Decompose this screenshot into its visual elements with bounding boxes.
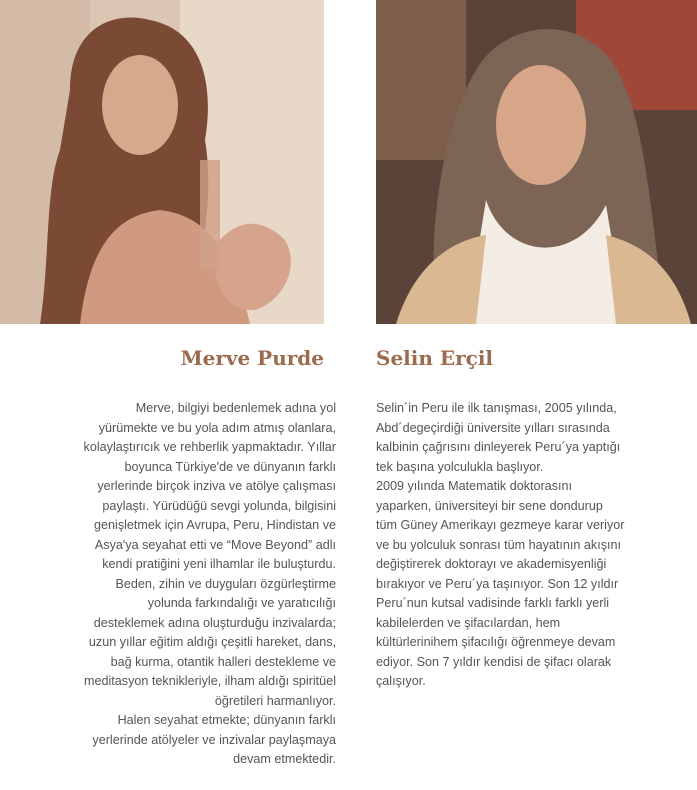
bio-line: meditasyon teknikleriyle, ilham aldığı spiritüel (84, 674, 336, 688)
bio-line: bırakıyor ve Peru´ya taşınıyor. Son 12 yıldır (376, 576, 619, 591)
bio-line: tek başına yolculukla başlıyor. (376, 459, 544, 474)
portrait-image (376, 0, 697, 324)
bio-line: boyunca Türkiye'de ve dünyanın farklı (124, 459, 336, 474)
bio-line: tüm Güney Amerikayı gezmeye karar veriyor (376, 518, 625, 532)
selin-ercil-photo (376, 0, 697, 324)
bio-line: Merve, bilgiyi bedenlemek adına yol (135, 401, 336, 415)
bio-line: ve bu yolculuk sonrası tüm hayatının akışını (376, 537, 622, 552)
portrait-image (0, 0, 324, 324)
bio-line: yerlerinde atölyeler ve inzivalar paylaşmaya (92, 732, 336, 747)
bio-line: değiştirerek doktorayı ve akademisyenliği (376, 557, 607, 571)
bio-line: kültürlerinihem şifacılığı öğrenmeye devam (376, 635, 616, 649)
bio-line: çalışıyor. (376, 674, 426, 688)
profile-bio (376, 399, 656, 692)
profile-name: Merve Purde (180, 346, 324, 370)
bio-line: Selin´in Peru ile ilk tanışması, 2005 yılında, (376, 401, 617, 415)
bio-line: kendi pratiğini yeni ilhamlar ile buluşturdu. (102, 557, 336, 571)
bio-line: devam etmektedir. (233, 752, 336, 766)
bio-line: Abd´degeçirdiği üniversite yılları sırasında (376, 420, 610, 435)
profile-bio (36, 399, 336, 770)
bio-line: yerlerinde birçok inziva ve atölye çalışması (97, 479, 336, 493)
bio-line: desteklemek adına oluşturduğu inzivalarda; (93, 615, 336, 630)
bio-line: Beden, zihin ve duyguları özgürleştirme (115, 576, 336, 591)
bio-line: öğretileri harmanlıyor. (214, 693, 336, 708)
bio-line: yürümekte ve bu yola adım atmış olanlara, (98, 420, 336, 435)
bio-line: kolaylaştırıcık ve rehberlik yapmaktadır. Yıllar (83, 440, 336, 454)
merve-purde-photo (0, 0, 324, 324)
bio-line: bağ kurma, otantik halleri destekleme ve (110, 654, 336, 669)
bio-line: kalbinin çağrısını dinleyerek Peru´ya yaptığı (376, 440, 621, 454)
bio-line: uzun yıllar eğitim aldığı çeşitli hareket, dans, (88, 635, 336, 649)
profile-name: Selin Erçil (376, 346, 494, 370)
bio-line: Halen seyahat etmekte; dünyanın farklı (117, 713, 336, 727)
bio-line: ediyor. Son 7 yıldır kendisi de şifacı olarak (376, 654, 612, 669)
bio-line: yolunda farkındalığı ve yaratıcılığı (147, 596, 336, 610)
bio-line: yaparken, üniversiteyi bir sene dondurup (376, 498, 603, 513)
bio-line: kabilelerden ve şifacılardan, hem (376, 615, 561, 630)
bio-line: Peru´nun kutsal vadisinde farklı farklı yerli (376, 596, 610, 610)
bio-line: paylaştı. Yürüdüğü sevgi yolunda, bilgisini (102, 498, 336, 513)
bio-line: 2009 yılında Matematik doktorasını (376, 479, 573, 493)
bio-line: Asya'ya seyahat etti ve “Move Beyond” adlı (94, 537, 336, 552)
bio-line: genişletmek için Avrupa, Peru, Hindistan ve (94, 518, 336, 532)
